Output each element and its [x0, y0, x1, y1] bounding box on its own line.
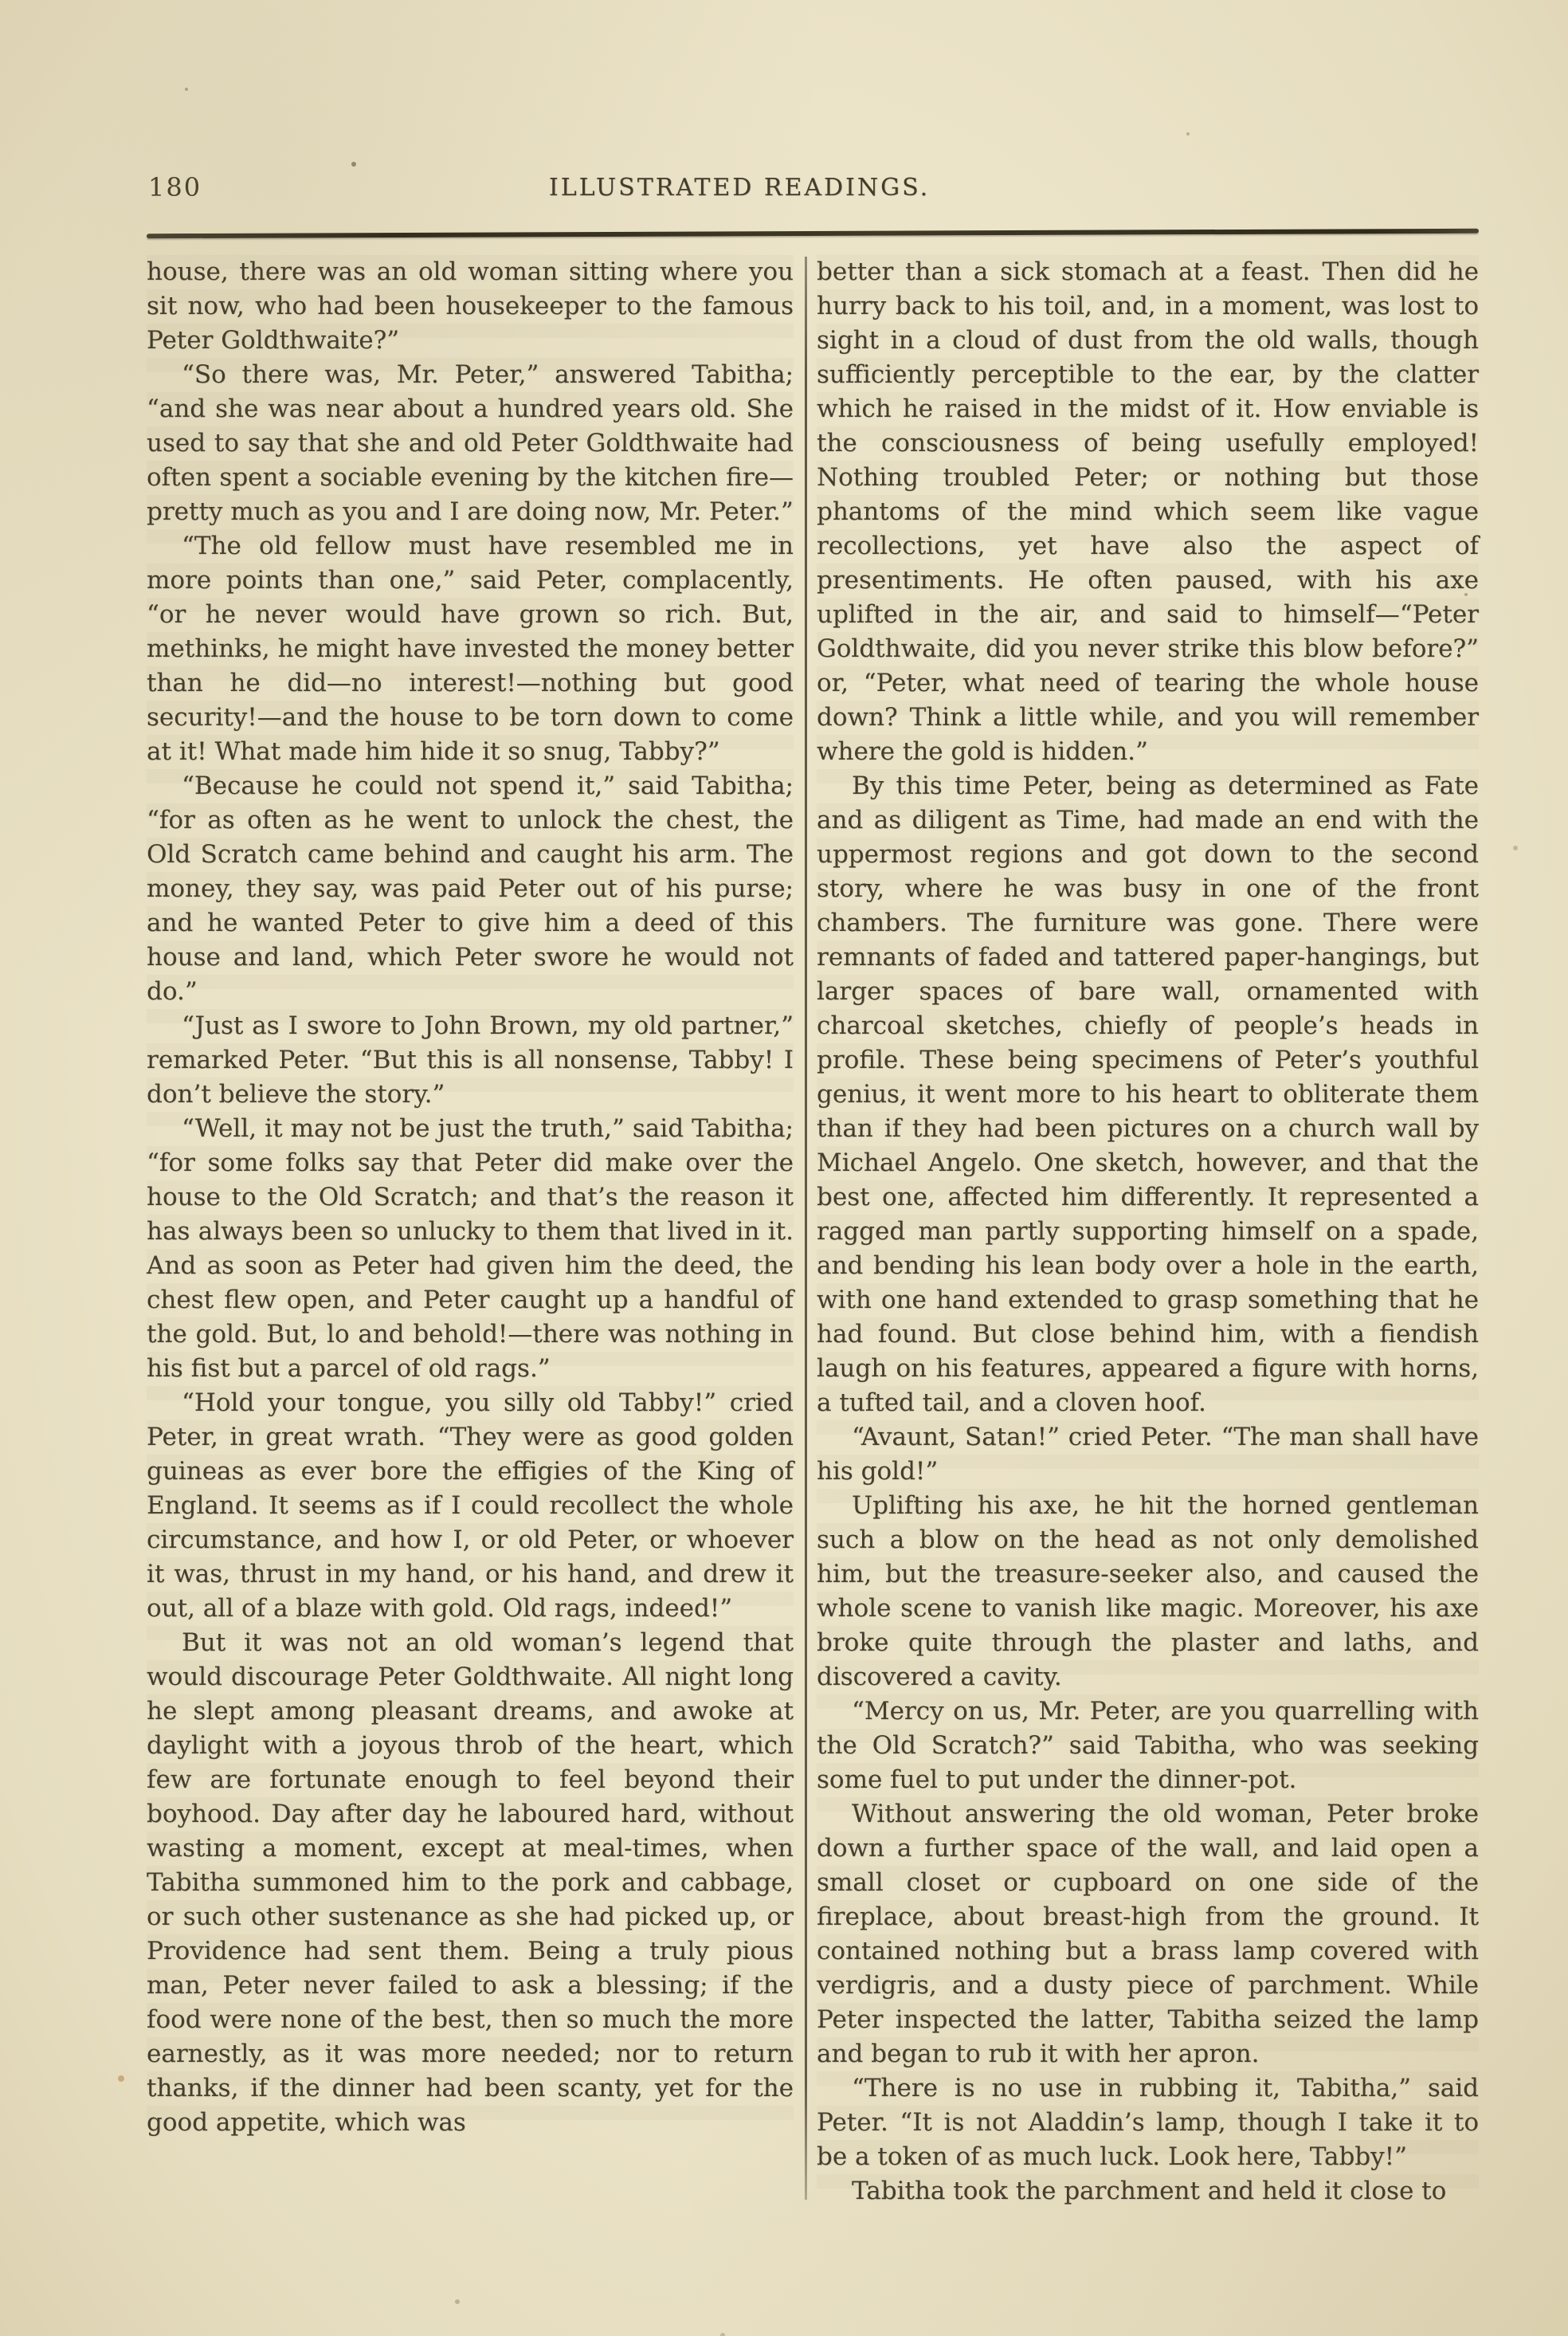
paragraph: “Hold your tongue, you silly old Tabby!” cried Peter, in great wrath. “They were as good golden guineas as ever bore the effigies of the King of England. It seems as if I could recollect the whole circumstance, and how I, or old Peter, or whoever it was, thrust in my hand, or his hand, and drew it out, all of a blaze with gold. Old rags, indeed!”: [147, 1388, 794, 1623]
paragraph: “Because he could not spend it,” said Tabitha; “for as often as he went to unlock the chest, the Old Scratch came behind and caught his arm. The money, they say, was paid Peter out of his purse; and he wanted Peter to give him a deed of this house and land, which Peter swore he would not do.”: [147, 771, 794, 1006]
text-columns: [147, 255, 1479, 2208]
paragraph: Uplifting his axe, he hit the horned gentleman such a blow on the head as not only demolished him, but the treasure-seeker also, and caused the whole scene to vanish like magic. Moreover, his axe broke quite through the plaster and laths, and discovered a cavity.: [817, 1491, 1479, 1691]
paragraph: “So there was, Mr. Peter,” answered Tabitha; “and she was near about a hundred years old. She used to say that she and old Peter Goldthwaite had often spent a sociable evening by the kitchen fire—pretty much as you and I are doing now, Mr. Peter.”: [147, 360, 794, 526]
paragraph: “Avaunt, Satan!” cried Peter. “The man shall have his gold!”: [817, 1423, 1479, 1486]
paragraph: “The old fellow must have resembled me in more points than one,” said Peter, complacently, “or he never would have grown so rich. But, methinks, he might have invested the money better than he did—no interest!—nothing but good security!—and the house to be torn down to come at it! What made him hide it so snug, Tabby?”: [147, 532, 794, 766]
paragraph: better than a sick stomach at a feast. Then did he hurry back to his toil, and, in a moment, was lost to sight in a cloud of dust from the old walls, though sufficiently perceptible to the ear, by the clatter which he raised in the midst of it. How enviable is the consciousness of being usefully employed! Nothing troubled Peter; or nothing but those phantoms of the mind which seem like vague recollections, yet have also the aspect of presentiments. He often paused, with his axe uplifted in the air, and said to himself—“Peter Goldthwaite, did you never strike this blow before?” or, “Peter, what need of tearing the whole house down? Think a little while, and you will remember where the gold is hidden.”: [817, 257, 1479, 766]
paragraph: But it was not an old woman’s legend that would discourage Peter Goldthwaite. All night long he slept among pleasant dreams, and awoke at daylight with a joyous throb of the heart, which few are fortunate enough to feel beyond their boyhood. Day after day he laboured hard, without wasting a moment, except at meal-times, when Tabitha summoned him to the pork and cabbage, or such other sustenance as she had picked up, or Providence had sent them. Being a truly pious man, Peter never failed to ask a blessing; if the food were none of the best, then so much the more earnestly, as it was more needed; nor to return thanks, if the dinner had been scanty, yet for the good appetite, which was: [147, 1628, 794, 2137]
paper-specks: [0, 0, 3, 3]
paragraph: house, there was an old woman sitting where you sit now, who had been housekeeper to the famous Peter Goldthwaite?”: [147, 257, 794, 355]
page-header: [147, 166, 1479, 225]
paragraph: Without answering the old woman, Peter broke down a further space of the wall, and laid open a small closet or cupboard on one side of the fireplace, about breast-high from the ground. It contained nothing but a brass lamp covered with verdigris, and a dusty piece of parchment. While Peter inspected the latter, Tabitha seized the lamp and began to rub it with her apron.: [817, 1800, 1479, 2068]
paragraph: “Mercy on us, Mr. Peter, are you quarrelling with the Old Scratch?” said Tabitha, who was seeking some fuel to put under the dinner-pot.: [817, 1697, 1479, 1794]
header-rule: [147, 229, 1479, 238]
paragraph: “Just as I swore to John Brown, my old partner,” remarked Peter. “But this is all nonsense, Tabby! I don’t believe the story.”: [147, 1011, 794, 1109]
paragraph: Tabitha took the parchment and held it close to: [852, 2177, 1447, 2205]
running-title: ILLUSTRATED READINGS.: [548, 174, 931, 202]
page-number: 180: [148, 172, 202, 202]
paragraph: “There is no use in rubbing it, Tabitha,” said Peter. “It is not Aladdin’s lamp, though I take it to be a token of as much luck. Look here, Tabby!”: [817, 2074, 1479, 2171]
column-divider-rule: [805, 257, 807, 2200]
left-column: [147, 255, 794, 2140]
right-column: [817, 255, 1479, 2208]
paragraph: By this time Peter, being as determined as Fate and as diligent as Time, had made an end with the uppermost regions and got down to the second story, where he was busy in one of the front chambers. The furniture was gone. There were remnants of faded and tattered paper-hangings, but larger spaces of bare wall, ornamented with charcoal sketches, chiefly of people’s heads in profile. These being specimens of Peter’s youthful genius, it went more to his heart to obliterate them than if they had been pictures on a church wall by Michael Angelo. One sketch, however, and that the best one, affected him differently. It represented a ragged man partly supporting himself on a spade, and bending his lean body over a hole in the earth, with one hand extended to grasp something that he had found. But close behind him, with a fiendish laugh on his features, appeared a figure with horns, a tufted tail, and a cloven hoof.: [817, 771, 1479, 1417]
paragraph: “Well, it may not be just the truth,” said Tabitha; “for some folks say that Peter did make over the house to the Old Scratch; and that’s the reason it has always been so unlucky to them that lived in it. And as soon as Peter had given him the deed, the chest flew open, and Peter caught up a handful of the gold. But, lo and behold!—there was nothing in his fist but a parcel of old rags.”: [147, 1114, 794, 1383]
page-content: [147, 166, 1479, 2208]
